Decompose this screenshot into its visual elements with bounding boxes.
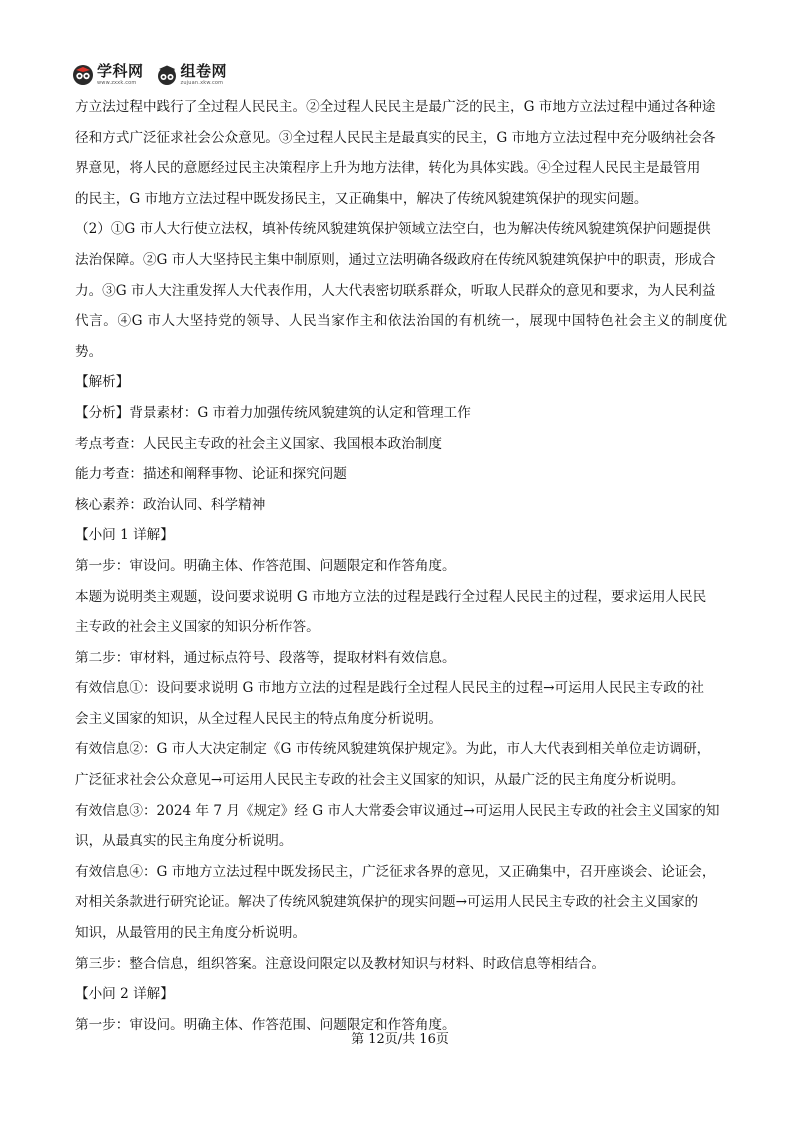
text-line: （2）①G 市人大行使立法权，填补传统风貌建筑保护领域立法空白，也为解决传统风貌建筑保护问题提供	[75, 221, 711, 238]
text-line: 的民主，G 市地方立法过程中既发扬民主，又正确集中，解决了传统风貌建筑保护的现实问题。	[75, 190, 648, 207]
text-line: 【分析】背景素材：G 市着力加强传统风貌建筑的认定和管理工作	[75, 404, 471, 421]
text-line: 本题为说明类主观题，设问要求说明 G 市地方立法的过程是践行全过程人民民主的过程，要求运用人民民	[75, 588, 707, 605]
text-line: 有效信息①：设问要求说明 G 市地方立法的过程是践行全过程人民民主的过程→可运用人民民主专政的社	[75, 680, 705, 697]
text-line: 有效信息④：G 市地方立法过程中既发扬民主，广泛征求各界的意见，又正确集中，召开座谈会、论证会，	[75, 863, 716, 880]
page-number: 第 12页/共 16页	[351, 1032, 449, 1047]
section-heading-q1: 【小问 1 详解】	[75, 527, 174, 544]
zujuanwang-url: zujuan.xkw.com	[180, 80, 224, 86]
text-line: 识，从最真实的民主角度分析说明。	[75, 833, 293, 850]
text-line: 第二步：审材料，通过标点符号、段落等，提取材料有效信息。	[75, 649, 456, 666]
text-line: 能力考查：描述和阐释事物、论证和探究问题	[75, 466, 347, 483]
document-body	[75, 92, 727, 1040]
text-line: 考点考查：人民民主专政的社会主义国家、我国根本政治制度	[75, 435, 443, 452]
text-line: 代言。④G 市人大坚持党的领导、人民当家作主和依法治国的有机统一，展现中国特色社会主义的制度优势。	[75, 313, 727, 360]
text-line: 径和方式广泛征求社会公众意见。③全过程人民民主是最真实的民主，G 市地方立法过程中充分吸纳社会各	[75, 129, 716, 146]
xuekewang-name: 学科网	[97, 62, 144, 80]
zujuanwang-logo	[156, 64, 228, 86]
zujuanwang-logo-icon	[156, 64, 178, 86]
text-line: 对相关条款进行研究论证。解决了传统风貌建筑保护的现实问题→可运用人民民主专政的社会主义国家的	[75, 894, 699, 911]
text-line: 广泛征求社会公众意见→可运用人民民主专政的社会主义国家的知识，从最广泛的民主角度分析说明。	[75, 772, 685, 789]
text-line: 力。③G 市人大注重发挥人大代表作用，人大代表密切联系群众，听取人民群众的意见和要求，为人民利益	[75, 282, 716, 299]
text-line: 知识，从最管用的民主角度分析说明。	[75, 925, 307, 942]
text-line: 界意见，将人民的意愿经过民主决策程序上升为地方法律，转化为具体实践。④全过程人民民主是最管用	[75, 160, 701, 177]
xuekewang-logo-icon	[72, 64, 94, 86]
text-line: 核心素养：政治认同、科学精神	[75, 496, 266, 513]
text-line: 第三步：整合信息，组织答案。注意设问限定以及教材知识与材料、时政信息等相结合。	[75, 955, 606, 972]
text-line: 有效信息②：G 市人大决定制定《G 市传统风貌建筑保护规定》。为此，市人大代表到相关单位走访调研，	[75, 741, 711, 758]
xuekewang-logo	[72, 64, 144, 86]
text-line: 第一步：审设问。明确主体、作答范围、问题限定和作答角度。	[75, 1016, 456, 1033]
text-line: 第一步：审设问。明确主体、作答范围、问题限定和作答角度。	[75, 557, 456, 574]
text-line: 会主义国家的知识，从全过程人民民主的特点角度分析说明。	[75, 710, 443, 727]
text-line: 主专政的社会主义国家的知识分析作答。	[75, 619, 320, 636]
header-logos	[72, 62, 239, 88]
section-heading-jiexi: 【解析】	[75, 374, 130, 391]
text-line: 方立法过程中践行了全过程人民民主。②全过程人民民主是最广泛的民主，G 市地方立法过程中通过各种途	[75, 99, 716, 115]
zujuanwang-name: 组卷网	[180, 62, 228, 80]
text-line: 有效信息③：2024 年 7 月《规定》经 G 市人大常委会审议通过→可运用人民民主专政的社会主义国家的知	[75, 802, 720, 819]
xuekewang-url: www.zxxk.com	[97, 80, 137, 86]
text-line: 法治保障。②G 市人大坚持民主集中制原则，通过立法明确各级政府在传统风貌建筑保护中的职责，形成合	[75, 251, 716, 268]
section-heading-q2: 【小问 2 详解】	[75, 986, 174, 1003]
